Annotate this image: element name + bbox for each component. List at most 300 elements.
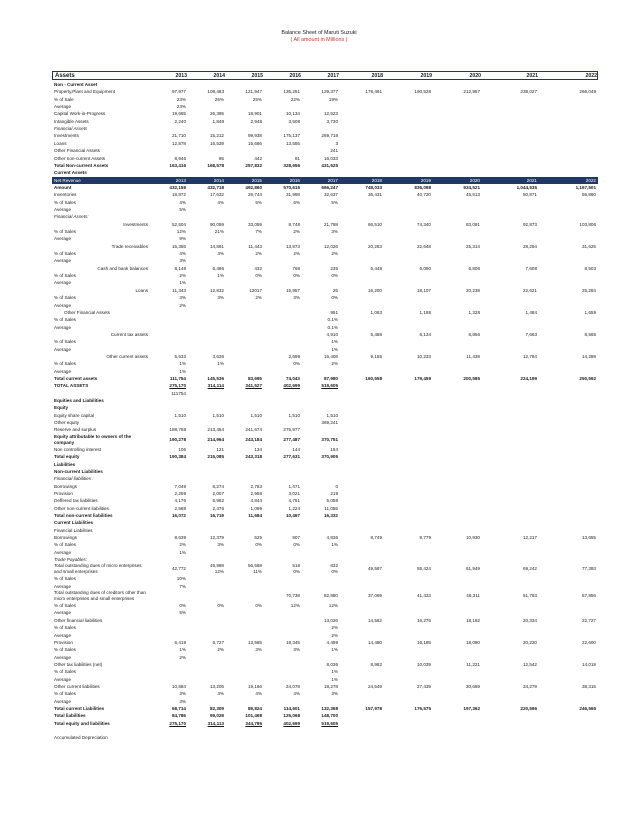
table-cell: 25 [332,287,338,293]
table-row [52,346,598,353]
table-row [52,125,598,132]
table-cell: 87,980 [323,376,338,381]
table-cell: 5% [179,610,186,616]
row-label: % of Sales [54,647,76,653]
table-cell: 246,565 [579,706,596,711]
row-label: Other non-current Assets [54,155,106,161]
table-cell: 7,608 [525,265,537,271]
table-cell: 5% [255,199,262,205]
table-row [52,147,598,154]
table-row [52,475,598,482]
row-label: Total equity [54,454,80,460]
table-cell: 1% [331,647,338,653]
table-cell: 21% [214,229,224,234]
table-cell: 6,419 [174,639,186,645]
table-row [52,734,598,741]
table-cell: 28,294 [522,243,537,249]
table-row [52,419,598,426]
table-cell: 16,332 [323,512,338,518]
table-cell: 5,962 [212,498,224,504]
table-cell: 6,486 [212,265,224,271]
table-cell: 24,078 [285,683,300,689]
table-cell: 101,468 [245,713,262,719]
table-cell: 0.1% [327,324,338,330]
table-cell: 907 [292,535,300,540]
table-cell: 1% [217,361,224,367]
row-label: % of Sales [54,542,76,548]
table-cell: 269,718 [321,133,338,139]
table-cell: 570,615 [283,184,300,190]
row-label: Average [54,280,72,286]
table-cell: 11,343 [172,287,186,293]
table-cell: 219 [330,490,338,496]
table-cell: 2,476 [212,505,224,511]
row-label: Other current assets [106,353,148,359]
row-label: Total current assets [54,376,98,381]
table-cell: 4% [217,199,224,205]
table-cell: 3% [331,229,338,234]
column-header-year: 2020 [469,73,481,79]
table-cell: 8,639 [174,535,186,540]
row-label: Current Assets [54,170,87,176]
table-cell: 33,059 [247,221,262,227]
table-cell: 0% [255,542,262,548]
table-row [52,228,598,235]
row-label: % of Sales [54,576,76,582]
row-label: Current Liabilities [54,520,94,526]
table-cell: 7,663 [525,331,537,337]
table-cell: 4,751 [288,498,300,504]
table-cell: 38,315 [581,683,596,689]
table-row [52,331,598,338]
table-cell: 95 [218,155,224,161]
table-cell: 125,068 [283,713,300,719]
table-cell: 135,251 [283,89,300,95]
row-label: Other tax liabilities (net) [54,661,103,667]
table-row [52,375,598,382]
row-label: Cash and bank balances [97,265,148,271]
table-cell: 1,510 [212,412,224,418]
table-cell: 3% [179,258,186,264]
table-cell: 15,408 [323,353,338,359]
table-row [52,221,598,228]
table-row [52,294,598,301]
row-label: Other non-current liabilities [54,505,109,511]
table-cell: 2% [179,302,186,308]
table-cell: 1,510 [326,412,338,418]
row-label: Reserve and surplus [54,427,97,433]
table-cell: 0% [331,295,338,301]
table-cell: 99,938 [247,133,262,139]
table-cell: 190,384 [169,454,186,460]
table-cell: 4,836 [326,535,338,540]
table-cell: 370,905 [321,454,338,460]
row-label: Amount [54,184,72,190]
table-cell: 18,345 [285,639,300,645]
row-label: Provision [54,639,73,645]
table-cell: 344,786 [245,720,262,726]
table-row [52,468,598,475]
table-cell: 89,824 [247,706,262,711]
table-cell: 49,587 [367,566,382,572]
table-cell: 77,393 [581,566,596,572]
table-row [52,639,598,646]
table-cell: 5,488 [370,331,382,337]
table-row [52,287,598,294]
table-cell: 3% [217,295,224,301]
table-cell: 2% [217,647,224,653]
table-cell: 215,085 [207,454,224,460]
table-cell: 14,480 [367,639,382,645]
table-row [52,461,598,468]
row-label: Other equity [54,420,80,426]
table-cell: 3% [217,251,224,257]
row-label: Current tax assets [110,331,148,337]
row-label: Average [54,676,72,682]
column-header-year: 2021 [526,73,538,79]
table-cell: 8,749 [370,535,382,540]
row-label: Trade receivables [111,243,148,249]
table-cell: 214,964 [207,436,224,442]
table-cell: 2,007 [212,490,224,496]
row-label: Average [54,302,72,308]
table-cell: 277,631 [283,454,300,460]
table-row [52,404,598,411]
table-cell: 178,461 [365,89,382,95]
table-cell: 4% [255,691,262,697]
table-cell: 0% [255,603,262,609]
row-label: Average [54,698,72,704]
table-cell: 66,510 [367,221,382,227]
table-row [52,81,598,88]
table-cell: 22,727 [581,617,596,623]
table-cell: 92,873 [522,221,537,227]
table-cell: 175,137 [283,133,300,139]
table-row [52,103,598,110]
table-cell: 748,033 [365,184,382,190]
table-cell: 8,148 [174,265,186,271]
table-cell: 52,504 [171,221,186,227]
row-label: Accumulated Depreciation [54,735,108,741]
row-label: Total liabilities [54,713,86,719]
table-cell: 3% [217,542,224,548]
row-label: Average [54,104,72,110]
table-cell: 525 [254,535,262,540]
table-row [52,505,598,512]
row-label: Capital Work-in-Progress [54,111,106,117]
column-header-year: 2019 [420,73,432,79]
table-cell: 5,533 [174,353,186,359]
table-cell: 19,665 [171,111,186,117]
table-row [52,549,598,556]
table-row [52,265,598,272]
table-cell: 1% [331,676,338,682]
table-cell: 934,521 [463,184,480,190]
table-row [52,434,598,446]
table-row [52,556,598,563]
table-cell: 18,278 [323,683,338,689]
table-cell: 3% [179,691,186,697]
table-row [52,617,598,624]
table-cell: 4% [179,251,186,257]
table-row [52,316,598,323]
table-cell: 83,695 [247,376,262,381]
table-cell: 12% [290,603,300,609]
table-cell: 2% [179,654,186,660]
table-cell: 1,510 [250,412,262,418]
table-cell: 1,510 [174,412,186,418]
row-label: Average [54,368,72,374]
table-cell: 16,185 [416,639,431,645]
table-cell: 4,910 [326,331,338,337]
table-cell: 1,167,501 [575,184,596,190]
table-cell: 2% [293,251,300,257]
table-cell: 0% [179,603,186,609]
table-cell: 40,720 [416,192,431,198]
table-cell: 402,699 [283,720,300,726]
table-cell: 20,220 [522,639,537,645]
table-cell: 23% [176,104,186,110]
table-cell: 442 [254,155,262,161]
table-cell: 6,806 [468,265,480,271]
table-cell: 2013 [175,177,186,183]
table-cell: 951 [330,309,338,315]
table-cell: 1,848 [212,118,224,124]
row-label: Other Financial Assets [64,309,110,315]
table-cell: 0% [293,361,300,367]
table-cell: 2,259 [174,490,186,496]
table-cell: 200,585 [463,376,480,381]
table-cell: 402,699 [283,383,300,389]
table-cell: 70,738 [285,593,300,599]
table-cell: 2020 [469,177,480,183]
table-row [52,279,598,286]
table-row [52,118,598,125]
table-cell: 5,448 [370,265,382,271]
table-cell: 18,107 [416,287,431,293]
column-header-year: 2017 [327,73,339,79]
table-cell: 15,957 [285,287,300,293]
table-row [52,590,598,602]
table-cell: 212,957 [463,89,480,95]
table-cell: 46,311 [466,593,480,599]
table-cell: 12,379 [209,535,224,540]
table-cell: 144 [292,446,300,452]
table-cell: 12% [176,229,186,234]
table-cell: 20,238 [465,287,480,293]
table-cell: 10,930 [465,535,480,540]
table-cell: 2018 [371,177,382,183]
table-row [52,712,598,719]
table-cell: 2,699 [288,353,300,359]
row-label: Total current Liabilities [54,706,105,711]
table-row [52,705,598,712]
row-label: Total equity and liabilities [54,720,110,726]
table-cell: 8,946 [174,155,186,161]
table-cell: 42,772 [171,566,186,572]
table-cell: 68,714 [171,706,186,711]
table-cell: 91 [294,155,300,161]
row-label: Total non-current liabilities [54,512,113,518]
table-cell: 12,878 [171,140,186,146]
table-cell: 20,334 [522,617,537,623]
table-cell: 1% [331,346,338,352]
row-label: % of Sales [54,273,76,279]
column-header-assets: Assets [55,73,75,79]
table-cell: 2% [179,273,186,279]
table-cell: 3 [335,140,338,146]
table-cell: 13,205 [209,683,224,689]
row-label: Financial Assets: [54,214,89,220]
row-label: Average [54,206,72,212]
table-cell: 235 [330,265,338,271]
row-label: TOTAL ASSETS [54,383,89,389]
table-cell: 22% [290,96,300,102]
table-row [52,690,598,697]
table-cell: 0% [293,542,300,548]
row-label: Average [54,549,72,555]
table-cell: 19% [328,96,338,102]
table-row [52,132,598,139]
table-cell: 163,416 [169,162,186,168]
table-cell: 3% [217,691,224,697]
table-cell: 160,558 [365,376,382,381]
table-cell: 25,314 [465,243,480,249]
table-cell: 17,632 [209,192,224,198]
table-cell: 1,188 [419,309,431,315]
row-label: Equity share capital [54,412,95,418]
table-cell: 341,527 [245,383,262,389]
table-cell: 6,856 [468,331,480,337]
table-cell: 83,091 [465,221,480,227]
table-cell: 768 [292,265,300,271]
table-cell: 3,021 [288,490,300,496]
table-cell: 2,783 [250,483,262,489]
table-cell: 220,596 [520,706,537,711]
row-label: % of Sales [54,339,76,345]
table-row [52,191,598,198]
table-cell: 25,284 [581,287,596,293]
row-label: Average [54,583,72,589]
row-label: Trade Payables: [54,557,88,563]
table-cell: 4,499 [326,639,338,645]
row-label: % of Sales [54,229,76,234]
table-row [52,497,598,504]
row-label: Average [54,632,72,638]
table-cell: 82,880 [323,593,338,599]
table-cell: 1% [331,669,338,675]
table-cell: 41,433 [416,593,431,599]
table-row [52,446,598,453]
table-cell: 8,036 [326,661,338,667]
table-cell: 25% [214,96,224,102]
table-cell: 21,788 [323,221,338,227]
table-cell: 2,958 [250,490,262,496]
table-cell: 3% [255,647,262,653]
column-header-year: 2013 [175,73,187,79]
row-label: Provision [54,490,73,496]
row-label: Liabilities [54,461,76,467]
table-cell: 56,568 11% [247,563,262,575]
table-cell: 243,318 [245,454,262,460]
table-cell: 314,113 [207,720,224,726]
table-cell: 14,289 [581,353,596,359]
table-cell: 431,625 [321,162,338,168]
table-row [52,360,598,367]
table-row [52,609,598,616]
table-cell: 99,028 [209,713,224,719]
table-row [52,235,598,242]
table-cell: 5,058 [326,498,338,504]
table-row [52,382,598,389]
table-cell: 20,263 [367,243,382,249]
row-label: Average [54,346,72,352]
table-cell: 836,098 [414,184,431,190]
row-label: % of Sales [54,317,76,323]
table-cell: 832 0% [330,563,338,575]
row-label: Loans [54,140,67,146]
table-cell: 1,044,535 [516,184,537,190]
table-row [52,213,598,220]
row-label: Financial liabilities : [54,476,94,482]
table-cell: 82,309 [209,706,224,711]
table-cell: 275,170 [169,383,186,389]
table-cell: 2015 [251,177,262,183]
row-label: % of Sales [54,361,76,367]
row-label: Investments [123,221,148,227]
column-header-year: 2018 [371,73,383,79]
table-cell: 24,549 [367,683,382,689]
table-cell: 519,605 [321,720,338,726]
table-row [52,654,598,661]
table-row [52,676,598,683]
column-header-year: 2014 [213,73,225,79]
table-cell: 23% [176,96,186,102]
table-row [52,397,598,404]
table-cell: 49,988 12% [209,563,224,575]
table-row [52,155,598,162]
table-row [52,169,598,176]
table-cell: 2,240 [174,118,186,124]
table-cell: 7% [179,583,186,589]
table-cell: 106 [178,446,186,452]
table-cell: 12,217 [522,535,537,540]
table-cell: 2,588 [174,505,186,511]
table-cell: 34,279 [522,683,537,689]
row-label: % of Sales [54,625,76,631]
table-cell: 22,621 [522,287,537,293]
table-cell: 1,510 [288,412,300,418]
table-row [52,272,598,279]
table-cell: 12,784 [522,353,537,359]
table-cell: 90,059 [209,221,224,227]
row-label: % of Sales [54,199,76,205]
table-cell: 15,686 [247,140,262,146]
table-cell: 1,224 [288,505,300,511]
table-cell: 2,948 [250,118,262,124]
table-cell: 154 [330,446,338,452]
table-row [52,243,598,250]
table-cell: 2019 [420,177,431,183]
table-cell: 6,134 [419,331,431,337]
table-row [52,727,598,734]
table-cell: 14,019 [581,661,596,667]
table-row [52,624,598,631]
table-cell: 1,328 [468,309,480,315]
table-cell: 4,844 [250,498,262,504]
table-row [52,309,598,316]
table-cell: 492,860 [245,184,262,190]
